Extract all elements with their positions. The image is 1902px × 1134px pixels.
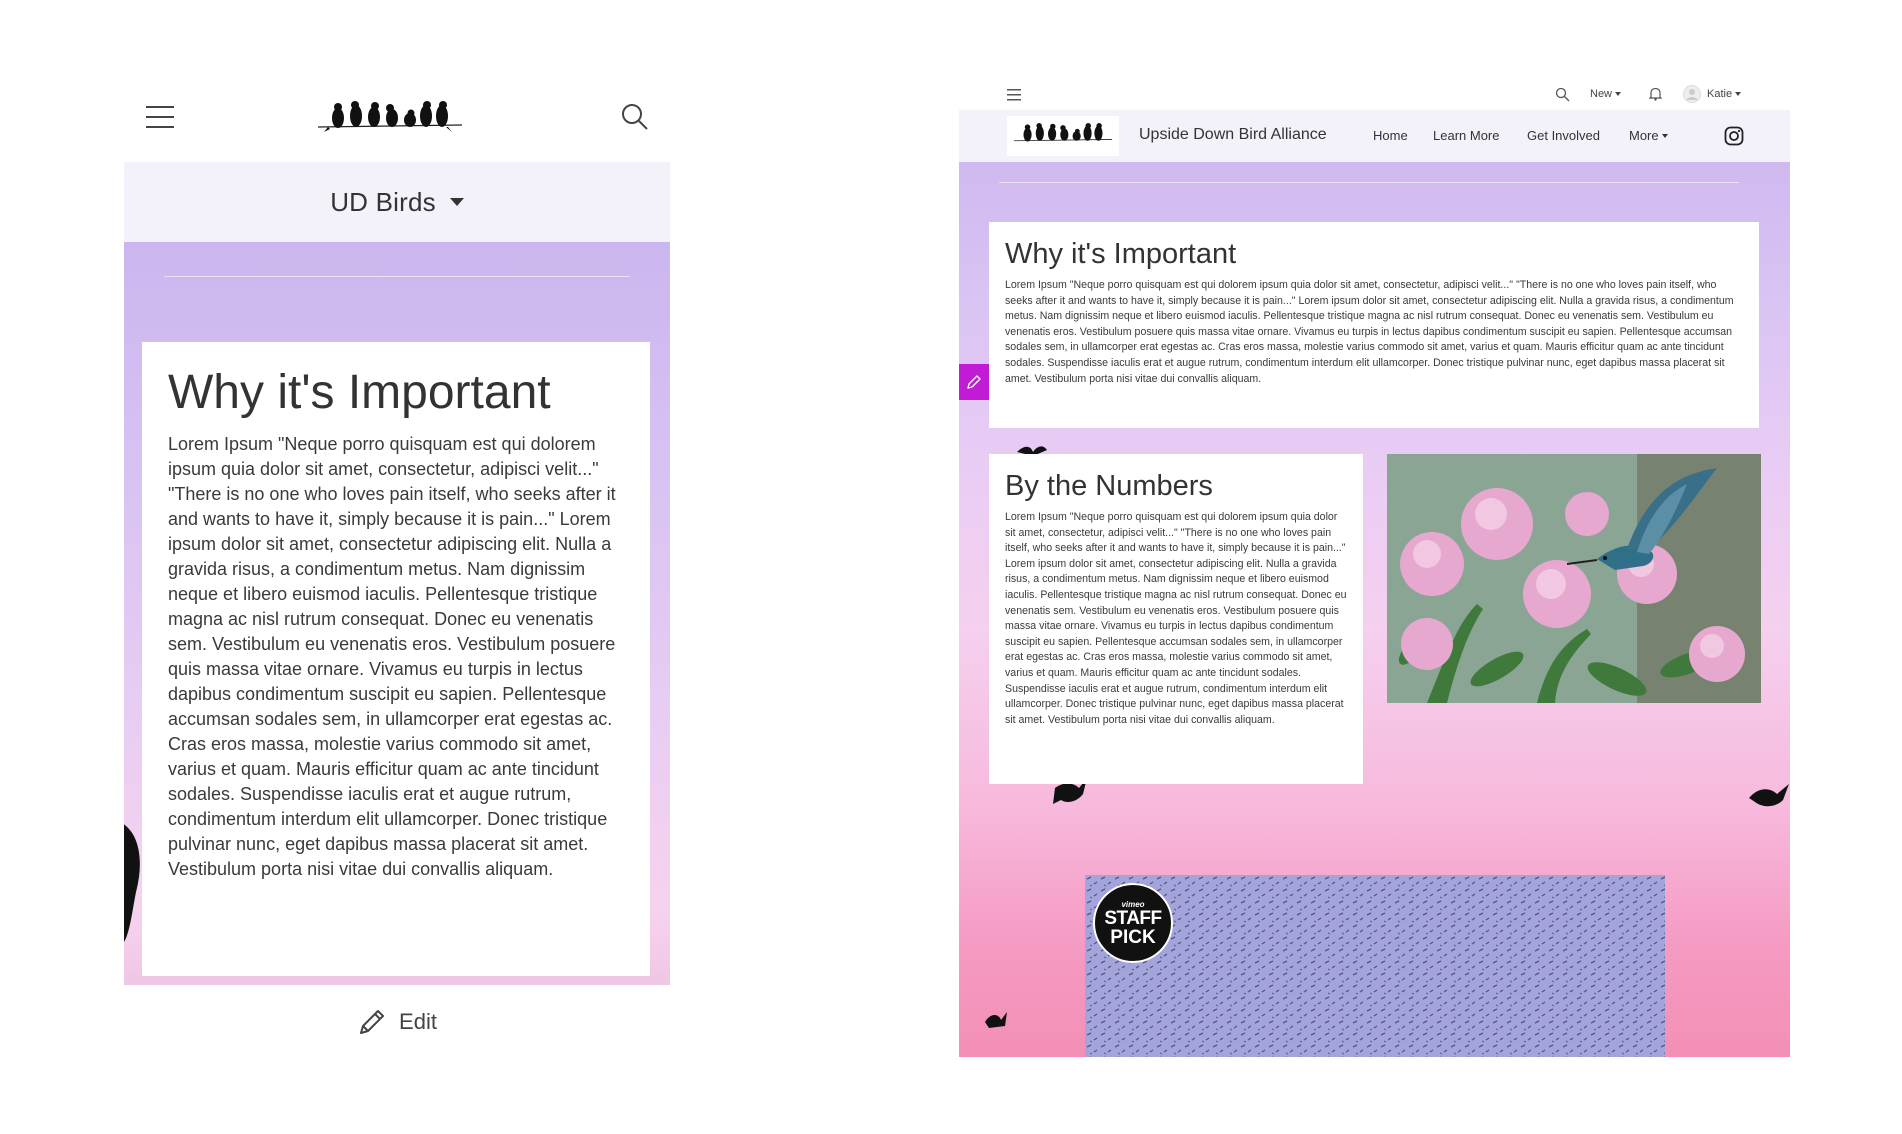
hero-section — [959, 162, 1790, 1057]
caret-down-icon — [1735, 92, 1741, 96]
card-body: Lorem Ipsum "Neque porro quisquam est qui dolorem ipsum quia dolor sit amet, consectetur, adipisci velit..." "There is no one who loves pain itself, who seeks after it and wants to have it, simply because it is pain..." Lorem ipsum dolor sit amet, consectetur adipiscing elit. Nulla a gravida risus, a condimentum metus. Nam dignissim neque et libero euismod iaculis. Pellentesque tristique magna ac nisl rutrum consequat. Donec eu venenatis sem. Vestibulum eu venenatis eros. Vestibulum posuere quis massa vitae ornare. Vivamus eu turpis in lectus dapibus condimentum suscipit eu sapien. Pellentesque accumsan sodales sem, in ullamcorper erat egestas ac. Cras eros massa, molestie varius commodo sit amet, varius et quam. Mauris efficitur quam ac ante tincidunt sodales. Suspendisse iaculis erat et augue rutrum, condimentum interdum elit ullamcorper. Donec tristique pulvinar nunc, eget dapibus massa placerat sit amet. Vestibulum porta nisi vitae dui convallis aliquam. — [168, 434, 616, 879]
site-navbar — [959, 110, 1790, 162]
site-name[interactable]: Upside Down Bird Alliance — [1139, 126, 1327, 143]
card-title: Why it's Important — [1005, 238, 1237, 270]
mobile-preview — [124, 70, 670, 1050]
nav-link-get-involved[interactable]: Get Involved — [1527, 128, 1600, 143]
card-body: Lorem Ipsum "Neque porro quisquam est qui dolorem ipsum quia dolor sit amet, consectetur, adipisci velit..." "There is no one who loves pain itself, who seeks after it and wants to have it, simply because it is pain..." Lorem ipsum dolor sit amet, consectetur adipiscing elit. Nulla a gravida risus, a condimentum metus. Nam dignissim neque et libero euismod iaculis. Pellentesque tristique magna ac nisl rutrum consequat. Donec eu venenatis sem. Vestibulum eu venenatis eros. Vestibulum posuere quis massa vitae ornare. Vivamus eu turpis in lectus dapibus condimentum suscipit eu sapien. Pellentesque accumsan sodales sem, in ullamcorper erat egestas ac. Cras eros massa, molestie varius commodo sit amet, varius et quam. Mauris efficitur quam ac ante tincidunt sodales. Suspendisse iaculis erat et augue rutrum, condimentum interdum elit ullamcorper. Donec tristique pulvinar nunc, eget dapibus massa placerat sit amet. Vestibulum porta nisi vitae dui convallis aliquam. — [1005, 279, 1734, 385]
caret-down-icon — [450, 198, 464, 206]
card-title: Why it's Important — [168, 366, 551, 419]
badge-vimeo: vimeo — [1121, 899, 1145, 909]
edit-label: Edit — [399, 1009, 437, 1034]
site-selector-label: UD Birds — [330, 186, 436, 217]
why-important-card — [989, 222, 1759, 428]
card-title: By the Numbers — [1005, 470, 1213, 502]
avatar-icon — [1683, 85, 1701, 103]
staff-pick-badge — [1093, 883, 1173, 963]
hamburger-icon[interactable] — [1007, 89, 1021, 101]
user-menu[interactable] — [1683, 85, 1741, 103]
mobile-header — [124, 70, 670, 162]
bird-silhouette-decor — [985, 1010, 1007, 1030]
by-the-numbers-card — [989, 454, 1363, 784]
hamburger-icon[interactable] — [146, 106, 174, 128]
instagram-icon[interactable] — [1724, 126, 1744, 151]
starling-murmuration-video[interactable] — [1085, 875, 1665, 1057]
desktop-preview — [959, 80, 1790, 1057]
site-selector-dropdown[interactable] — [124, 162, 670, 242]
new-dropdown[interactable] — [1590, 88, 1621, 100]
pencil-icon — [357, 1007, 387, 1037]
bell-icon[interactable] — [1649, 87, 1662, 101]
birds-on-wire-logo[interactable] — [1007, 116, 1119, 156]
birds-on-wire-logo[interactable] — [318, 98, 462, 142]
new-label: New — [1590, 88, 1613, 100]
pencil-icon — [966, 374, 982, 390]
nav-link-home[interactable]: Home — [1373, 128, 1408, 143]
user-label: Katie — [1707, 88, 1733, 100]
edit-button[interactable] — [124, 1000, 670, 1044]
hummingbird-photo — [1387, 454, 1761, 703]
bird-silhouette-decor — [1749, 782, 1789, 812]
badge-line1: STAFF — [1104, 907, 1162, 929]
admin-topbar — [959, 80, 1790, 110]
divider — [999, 182, 1739, 183]
search-icon[interactable] — [1555, 87, 1570, 102]
caret-down-icon — [1615, 92, 1621, 96]
nav-link-more[interactable] — [1629, 128, 1668, 143]
badge-line2: PICK — [1110, 926, 1156, 948]
search-icon[interactable] — [620, 102, 650, 137]
caret-down-icon — [1662, 134, 1668, 138]
why-important-card — [142, 342, 650, 976]
hero-section — [124, 242, 670, 985]
nav-more-label: More — [1629, 128, 1659, 143]
nav-link-learn-more[interactable]: Learn More — [1433, 128, 1500, 143]
card-body: Lorem Ipsum "Neque porro quisquam est qui dolorem ipsum quia dolor sit amet, consectetur, adipisci velit..." "There is no one who loves pain itself, who seeks after it and wants to have it, simply because it is pain..." Lorem ipsum dolor sit amet, consectetur adipiscing elit. Nulla a gravida risus, a condimentum metus. Nam dignissim neque et libero euismod iaculis. Pellentesque tristique magna ac nisl rutrum consequat. Donec eu venenatis sem. Vestibulum eu venenatis eros. Vestibulum posuere quis massa vitae ornare. Vivamus eu turpis in lectus dapibus condimentum suscipit eu sapien. Pellentesque accumsan sodales sem, in ullamcorper erat egestas ac. Cras eros massa, molestie varius commodo sit amet, varius et quam. Mauris efficitur quam ac ante tincidunt sodales. Suspendisse iaculis erat et augue rutrum, condimentum interdum elit ullamcorper. Donec tristique pulvinar nunc, eget dapibus massa placerat sit amet. Vestibulum porta nisi vitae dui convallis aliquam. — [1005, 511, 1347, 726]
edit-button[interactable] — [959, 364, 989, 400]
divider — [164, 276, 630, 277]
